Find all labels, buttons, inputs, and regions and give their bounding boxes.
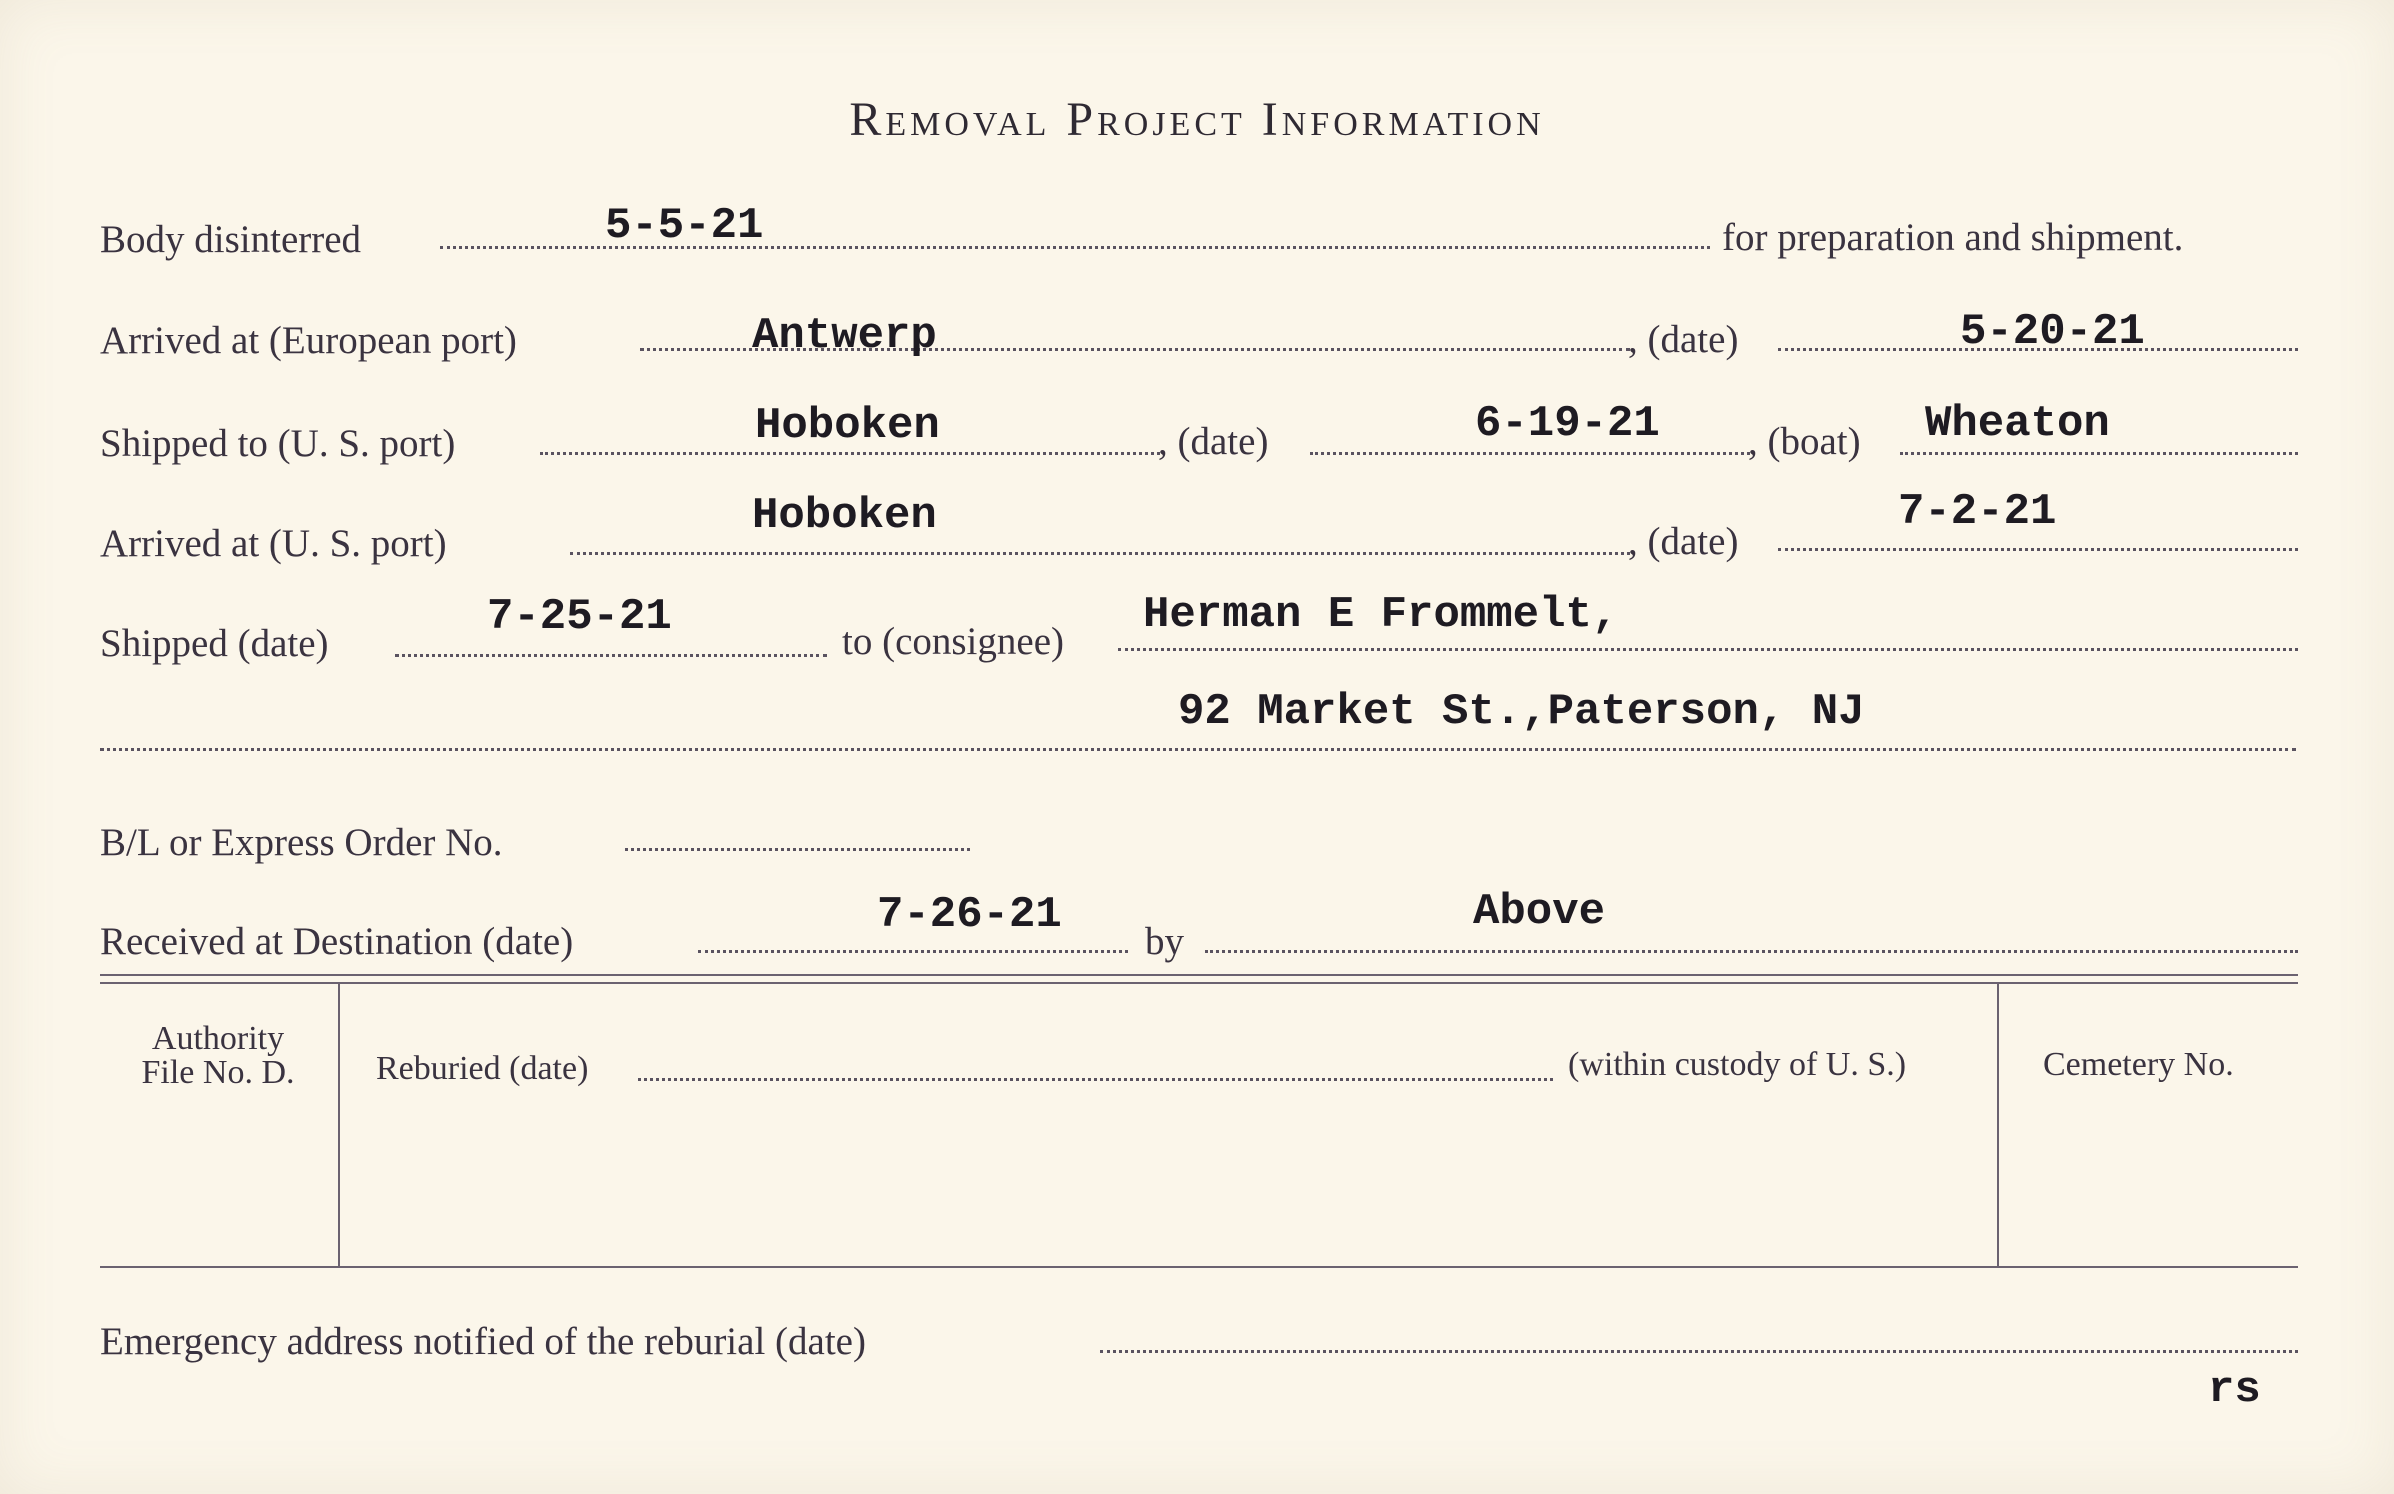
shipped-us-boat: Wheaton bbox=[1925, 399, 2110, 449]
received-label: Received at Destination (date) bbox=[100, 920, 574, 963]
arrived-us-date: 7-2-21 bbox=[1898, 487, 2057, 537]
shipped-date-line bbox=[395, 654, 827, 657]
shipped-us-date: 6-19-21 bbox=[1475, 399, 1660, 449]
shipped-date-label: Shipped (date) bbox=[100, 622, 329, 665]
received-by-line bbox=[1205, 950, 2298, 953]
table-top-rule-2 bbox=[100, 982, 2298, 984]
body-disinterred-suffix: for preparation and shipment. bbox=[1722, 216, 2184, 259]
shipped-us-date-label: , (date) bbox=[1158, 420, 1269, 463]
consignee-label: to (consignee) bbox=[842, 620, 1065, 663]
emergency-label: Emergency address notified of the reburial (date) bbox=[100, 1320, 866, 1363]
bl-order-line bbox=[625, 848, 970, 851]
shipped-us-boat-label: , (boat) bbox=[1748, 420, 1861, 463]
consignee-name: Herman E Frommelt, bbox=[1143, 590, 1619, 640]
arrived-european-port: Antwerp bbox=[752, 311, 937, 361]
shipped-us-port: Hoboken bbox=[755, 401, 940, 451]
arrived-us-port: Hoboken bbox=[752, 491, 937, 541]
shipped-us-port-line bbox=[540, 452, 1160, 455]
card-title: Removal Project Information bbox=[849, 93, 1545, 146]
reburied-date-line bbox=[638, 1078, 1553, 1081]
cemetery-label: Cemetery No. bbox=[2043, 1046, 2234, 1083]
body-disinterred-date: 5-5-21 bbox=[605, 201, 764, 251]
arrived-european-label: Arrived at (European port) bbox=[100, 319, 517, 362]
arrived-us-date-line bbox=[1778, 548, 2298, 551]
shipped-us-boat-line bbox=[1900, 452, 2298, 455]
arrived-us-label: Arrived at (U. S. port) bbox=[100, 522, 447, 565]
received-by-label: by bbox=[1145, 920, 1184, 963]
arrived-european-date: 5-20-21 bbox=[1960, 307, 2145, 357]
clerk-initials: rs bbox=[2208, 1365, 2261, 1415]
table-bottom-rule bbox=[100, 1266, 2298, 1268]
shipped-date: 7-25-21 bbox=[487, 592, 672, 642]
received-date-line bbox=[698, 950, 1128, 953]
authority-label-line1: Authority bbox=[151, 1020, 285, 1057]
received-date: 7-26-21 bbox=[877, 890, 1062, 940]
consignee-address: 92 Market St.,Paterson, NJ bbox=[1178, 687, 1865, 737]
authority-label-line2: File No. D. bbox=[141, 1054, 295, 1091]
table-divider-right bbox=[1997, 984, 1999, 1266]
shipped-us-label: Shipped to (U. S. port) bbox=[100, 422, 456, 465]
arrived-us-port-line bbox=[570, 552, 1630, 555]
arrived-european-date-label: , (date) bbox=[1628, 318, 1739, 361]
table-top-rule-1 bbox=[100, 974, 2298, 976]
table-divider-left bbox=[338, 984, 340, 1266]
bl-order-label: B/L or Express Order No. bbox=[100, 821, 503, 864]
custody-label: (within custody of U. S.) bbox=[1568, 1046, 1907, 1083]
emergency-date-line bbox=[1100, 1350, 2298, 1353]
consignee-line bbox=[1118, 648, 2298, 651]
received-by: Above bbox=[1473, 887, 1606, 937]
shipped-us-date-line bbox=[1310, 452, 1750, 455]
address-line bbox=[100, 748, 2296, 751]
arrived-us-date-label: , (date) bbox=[1628, 520, 1739, 563]
body-disinterred-label: Body disinterred bbox=[100, 218, 362, 261]
reburied-label: Reburied (date) bbox=[376, 1050, 589, 1087]
